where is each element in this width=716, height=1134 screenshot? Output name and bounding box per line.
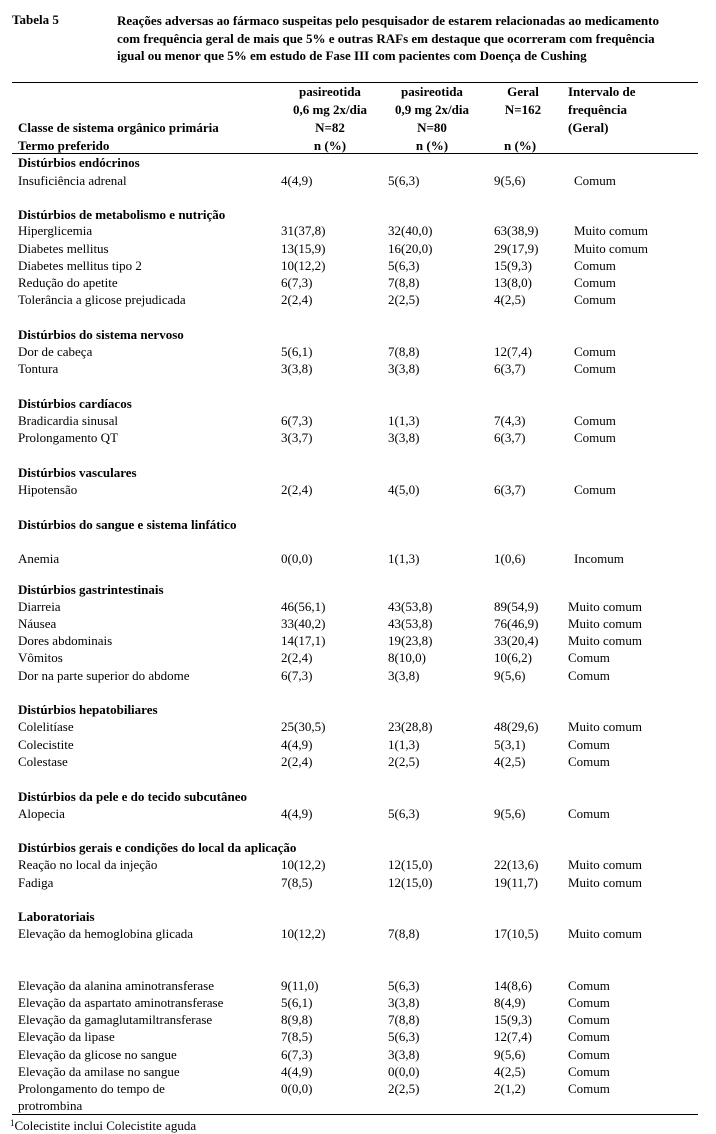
dose-06-cell: 31(37,8) [281, 223, 326, 238]
group-heading: Distúrbios hepatobiliares [18, 702, 158, 717]
term-cell: Tolerância a glicose prejudicada [18, 292, 186, 307]
dose-06-cell: 5(6,1) [281, 995, 313, 1010]
table-row [0, 598, 716, 615]
frequency-cell: Muito comum [568, 926, 643, 941]
term-cell: Reação no local da injeção [18, 857, 158, 872]
dose-06-cell: 2(2,4) [281, 292, 313, 307]
group-heading: Distúrbios de metabolismo e nutrição [18, 207, 226, 222]
dose-06-cell: 4(4,9) [281, 806, 313, 821]
term-cell: Alopecia [18, 806, 65, 821]
dose-06-cell: 14(17,1) [281, 633, 326, 648]
frequency-cell: Comum [574, 344, 616, 359]
frequency-cell: Muito comum [568, 616, 643, 631]
dose-06-cell: 7(8,5) [281, 875, 313, 890]
frequency-cell: Muito comum [568, 857, 643, 872]
term-cell: Diarreia [18, 599, 61, 614]
table-row [0, 1080, 716, 1113]
table-row [0, 343, 716, 360]
overall-cell: 9(5,6) [494, 668, 526, 683]
dose-09-cell: 3(3,8) [388, 1047, 420, 1062]
table-row [0, 649, 716, 666]
dose-09-cell: 23(28,8) [388, 719, 433, 734]
frequency-cell: Muito comum [568, 633, 643, 648]
dose-09-cell: 3(3,8) [388, 361, 420, 376]
term-cell: Bradicardia sinusal [18, 413, 118, 428]
overall-cell: 2(1,2) [494, 1081, 526, 1096]
table-row [0, 1028, 716, 1045]
overall-cell: 29(17,9) [494, 241, 539, 256]
dose-09-cell: 43(53,8) [388, 599, 433, 614]
table-row [0, 412, 716, 429]
overall-cell: 48(29,6) [494, 719, 539, 734]
table-row [0, 718, 716, 735]
dose-06-cell: 3(3,7) [281, 430, 313, 445]
table-row [0, 753, 716, 770]
header-col-frequency: Intervalo de frequência (Geral) [568, 84, 636, 135]
dose-09-cell: 7(8,8) [388, 926, 420, 941]
term-cell: Insuficiência adrenal [18, 173, 127, 188]
group-heading: Distúrbios cardíacos [18, 396, 132, 411]
overall-cell: 4(2,5) [494, 292, 526, 307]
dose-09-cell: 8(10,0) [388, 650, 426, 665]
dose-06-cell: 10(12,2) [281, 926, 326, 941]
dose-06-cell: 10(12,2) [281, 857, 326, 872]
dose-09-cell: 16(20,0) [388, 241, 433, 256]
overall-cell: 22(13,6) [494, 857, 539, 872]
frequency-cell: Comum [568, 1029, 610, 1044]
dose-09-cell: 0(0,0) [388, 1064, 420, 1079]
dose-06-cell: 4(4,9) [281, 737, 313, 752]
dose-09-cell: 3(3,8) [388, 430, 420, 445]
table-row [0, 172, 716, 189]
frequency-cell: Incomum [574, 551, 624, 566]
term-cell: Fadiga [18, 875, 54, 890]
table-row [0, 874, 716, 891]
dose-09-cell: 7(8,8) [388, 1012, 420, 1027]
term-cell: Hiperglicemia [18, 223, 93, 238]
overall-cell: 89(54,9) [494, 599, 539, 614]
overall-cell: 4(2,5) [494, 1064, 526, 1079]
frequency-cell: Comum [574, 275, 616, 290]
term-cell: Náusea [18, 616, 57, 631]
header-col-class: Classe de sistema orgânico primária Termo preferido [18, 120, 219, 153]
dose-06-cell: 33(40,2) [281, 616, 326, 631]
overall-cell: 12(7,4) [494, 1029, 532, 1044]
term-cell: Diabetes mellitus [18, 241, 109, 256]
overall-cell: 17(10,5) [494, 926, 539, 941]
dose-09-cell: 2(2,5) [388, 1081, 420, 1096]
footnote [10, 1115, 196, 1134]
overall-cell: 9(5,6) [494, 806, 526, 821]
frequency-cell: Comum [568, 668, 610, 683]
group-heading: Distúrbios vasculares [18, 465, 137, 480]
table-row [0, 360, 716, 377]
dose-09-cell: 5(6,3) [388, 1029, 420, 1044]
frequency-cell: Comum [568, 978, 610, 993]
frequency-cell: Comum [568, 1012, 610, 1027]
dose-06-cell: 2(2,4) [281, 754, 313, 769]
overall-cell: 13(8,0) [494, 275, 532, 290]
term-cell: Dores abdominais [18, 633, 113, 648]
frequency-cell: Comum [574, 173, 616, 188]
dose-09-cell: 7(8,8) [388, 275, 420, 290]
frequency-cell: Comum [568, 1081, 610, 1096]
overall-cell: 6(3,7) [494, 430, 526, 445]
frequency-cell: Muito comum [574, 223, 649, 238]
dose-06-cell: 6(7,3) [281, 668, 313, 683]
overall-cell: 10(6,2) [494, 650, 532, 665]
overall-cell: 15(9,3) [494, 1012, 532, 1027]
term-cell: Prolongamento QT [18, 430, 119, 445]
dose-09-cell: 5(6,3) [388, 173, 420, 188]
dose-09-cell: 32(40,0) [388, 223, 433, 238]
dose-09-cell: 43(53,8) [388, 616, 433, 631]
table-row [0, 1011, 716, 1028]
dose-06-cell: 7(8,5) [281, 1029, 313, 1044]
dose-09-cell: 1(1,3) [388, 737, 420, 752]
table-row [0, 274, 716, 291]
overall-cell: 19(11,7) [494, 875, 538, 890]
frequency-cell: Comum [568, 737, 610, 752]
overall-cell: 15(9,3) [494, 258, 532, 273]
frequency-cell: Comum [574, 430, 616, 445]
dose-09-cell: 3(3,8) [388, 995, 420, 1010]
table-label: Tabela 5 [12, 12, 59, 27]
overall-cell: 5(3,1) [494, 737, 526, 752]
dose-09-cell: 5(6,3) [388, 978, 420, 993]
table-row [0, 615, 716, 632]
footnote-mark: 1 [10, 1118, 15, 1128]
dose-09-cell: 1(1,3) [388, 413, 420, 428]
frequency-cell: Muito comum [574, 241, 649, 256]
term-cell: Dor na parte superior do abdome [18, 668, 190, 683]
table-row [0, 736, 716, 753]
dose-06-cell: 2(2,4) [281, 482, 313, 497]
term-cell: Vômitos [18, 650, 63, 665]
overall-cell: 8(4,9) [494, 995, 526, 1010]
frequency-cell: Comum [568, 995, 610, 1010]
dose-06-cell: 9(11,0) [281, 978, 319, 993]
table-row [0, 856, 716, 873]
frequency-cell: Comum [574, 361, 616, 376]
table-row [0, 1063, 716, 1080]
table-row [0, 257, 716, 274]
overall-cell: 63(38,9) [494, 223, 539, 238]
term-cell: Elevação da alanina aminotransferase [18, 978, 214, 993]
dose-06-cell: 0(0,0) [281, 1081, 313, 1096]
overall-cell: 7(4,3) [494, 413, 526, 428]
table-row [0, 925, 716, 942]
term-cell: Elevação da amilase no sangue [18, 1064, 180, 1079]
group-heading: Laboratoriais [18, 909, 95, 924]
overall-cell: 9(5,6) [494, 1047, 526, 1062]
dose-09-cell: 5(6,3) [388, 806, 420, 821]
term-cell: Elevação da glicose no sangue [18, 1047, 177, 1062]
frequency-cell: Muito comum [568, 875, 643, 890]
table-title: Reações adversas ao fármaco suspeitas pelo pesquisador de estarem relacionadas ao medicamento com frequência geral de mais que 5% e outras RAFs em destaque que ocorreram com frequência igual ou menor que 5% em estudo de Fase III com pacientes com Doença de Cushing [117, 13, 659, 63]
term-cell: Colelitíase [18, 719, 74, 734]
dose-06-cell: 6(7,3) [281, 1047, 313, 1062]
header-col-dose-06: pasireotida 0,6 mg 2x/dia N=82 n (%) [292, 84, 368, 153]
footnote-text: Colecistite inclui Colecistite aguda [14, 1118, 197, 1133]
frequency-cell: Comum [568, 1064, 610, 1079]
frequency-cell: Comum [574, 258, 616, 273]
dose-09-cell: 19(23,8) [388, 633, 433, 648]
dose-09-cell: 12(15,0) [388, 857, 433, 872]
header-col-dose-09: pasireotida 0,9 mg 2x/dia N=80 n (%) [394, 84, 470, 153]
frequency-cell: Muito comum [568, 599, 643, 614]
dose-06-cell: 0(0,0) [281, 551, 313, 566]
group-heading: Distúrbios gerais e condições do local da aplicação [18, 840, 297, 855]
group-heading: Distúrbios gastrintestinais [18, 582, 164, 597]
overall-cell: 6(3,7) [494, 482, 526, 497]
dose-06-cell: 25(30,5) [281, 719, 326, 734]
term-cell: Elevação da hemoglobina glicada [18, 926, 194, 941]
dose-06-cell: 10(12,2) [281, 258, 326, 273]
dose-09-cell: 7(8,8) [388, 344, 420, 359]
term-cell: Tontura [18, 361, 59, 376]
overall-cell: 9(5,6) [494, 173, 526, 188]
frequency-cell: Muito comum [568, 719, 643, 734]
dose-09-cell: 12(15,0) [388, 875, 433, 890]
dose-09-cell: 4(5,0) [388, 482, 420, 497]
table-row [0, 805, 716, 822]
group-heading: Distúrbios da pele e do tecido subcutâneo [18, 789, 247, 804]
term-cell: Dor de cabeça [18, 344, 93, 359]
table-row [0, 550, 716, 567]
term-cell: Prolongamento do tempo de protrombina [18, 1081, 165, 1113]
dose-06-cell: 3(3,8) [281, 361, 313, 376]
dose-06-cell: 4(4,9) [281, 173, 313, 188]
term-cell: Elevação da gamaglutamiltransferase [18, 1012, 213, 1027]
term-cell: Redução do apetite [18, 275, 118, 290]
term-cell: Diabetes mellitus tipo 2 [18, 258, 142, 273]
frequency-cell: Comum [574, 413, 616, 428]
table-row [0, 429, 716, 446]
dose-06-cell: 4(4,9) [281, 1064, 313, 1079]
group-heading: Distúrbios endócrinos [18, 155, 140, 170]
dose-06-cell: 6(7,3) [281, 275, 313, 290]
group-heading: Distúrbios do sistema nervoso [18, 327, 184, 342]
table-row [0, 632, 716, 649]
overall-cell: 14(8,6) [494, 978, 532, 993]
term-cell: Elevação da lipase [18, 1029, 115, 1044]
overall-cell: 1(0,6) [494, 551, 526, 566]
dose-09-cell: 3(3,8) [388, 668, 420, 683]
frequency-cell: Comum [568, 806, 610, 821]
dose-09-cell: 5(6,3) [388, 258, 420, 273]
dose-06-cell: 46(56,1) [281, 599, 326, 614]
frequency-cell: Comum [568, 1047, 610, 1062]
term-cell: Elevação da aspartato aminotransferase [18, 995, 224, 1010]
overall-cell: 76(46,9) [494, 616, 539, 631]
term-cell: Hipotensão [18, 482, 78, 497]
term-cell: Colecistite [18, 737, 74, 752]
dose-06-cell: 5(6,1) [281, 344, 313, 359]
overall-cell: 4(2,5) [494, 754, 526, 769]
dose-06-cell: 2(2,4) [281, 650, 313, 665]
dose-09-cell: 1(1,3) [388, 551, 420, 566]
frequency-cell: Comum [568, 650, 610, 665]
table-row [0, 222, 716, 239]
table-row [0, 291, 716, 308]
group-heading: Distúrbios do sangue e sistema linfático [18, 517, 237, 532]
table-row [0, 994, 716, 1011]
dose-09-cell: 2(2,5) [388, 754, 420, 769]
dose-09-cell: 2(2,5) [388, 292, 420, 307]
overall-cell: 33(20,4) [494, 633, 539, 648]
frequency-cell: Comum [568, 754, 610, 769]
header-col-overall: Geral N=162 n (%) [504, 84, 542, 153]
overall-cell: 12(7,4) [494, 344, 532, 359]
term-cell: Anemia [18, 551, 60, 566]
table-row [0, 667, 716, 684]
table-row [0, 1046, 716, 1063]
dose-06-cell: 8(9,8) [281, 1012, 313, 1027]
table-row [0, 240, 716, 257]
frequency-cell: Comum [574, 482, 616, 497]
frequency-cell: Comum [574, 292, 616, 307]
term-cell: Colestase [18, 754, 68, 769]
dose-06-cell: 13(15,9) [281, 241, 326, 256]
dose-06-cell: 6(7,3) [281, 413, 313, 428]
overall-cell: 6(3,7) [494, 361, 526, 376]
table-row [0, 481, 716, 498]
table-row [0, 977, 716, 994]
